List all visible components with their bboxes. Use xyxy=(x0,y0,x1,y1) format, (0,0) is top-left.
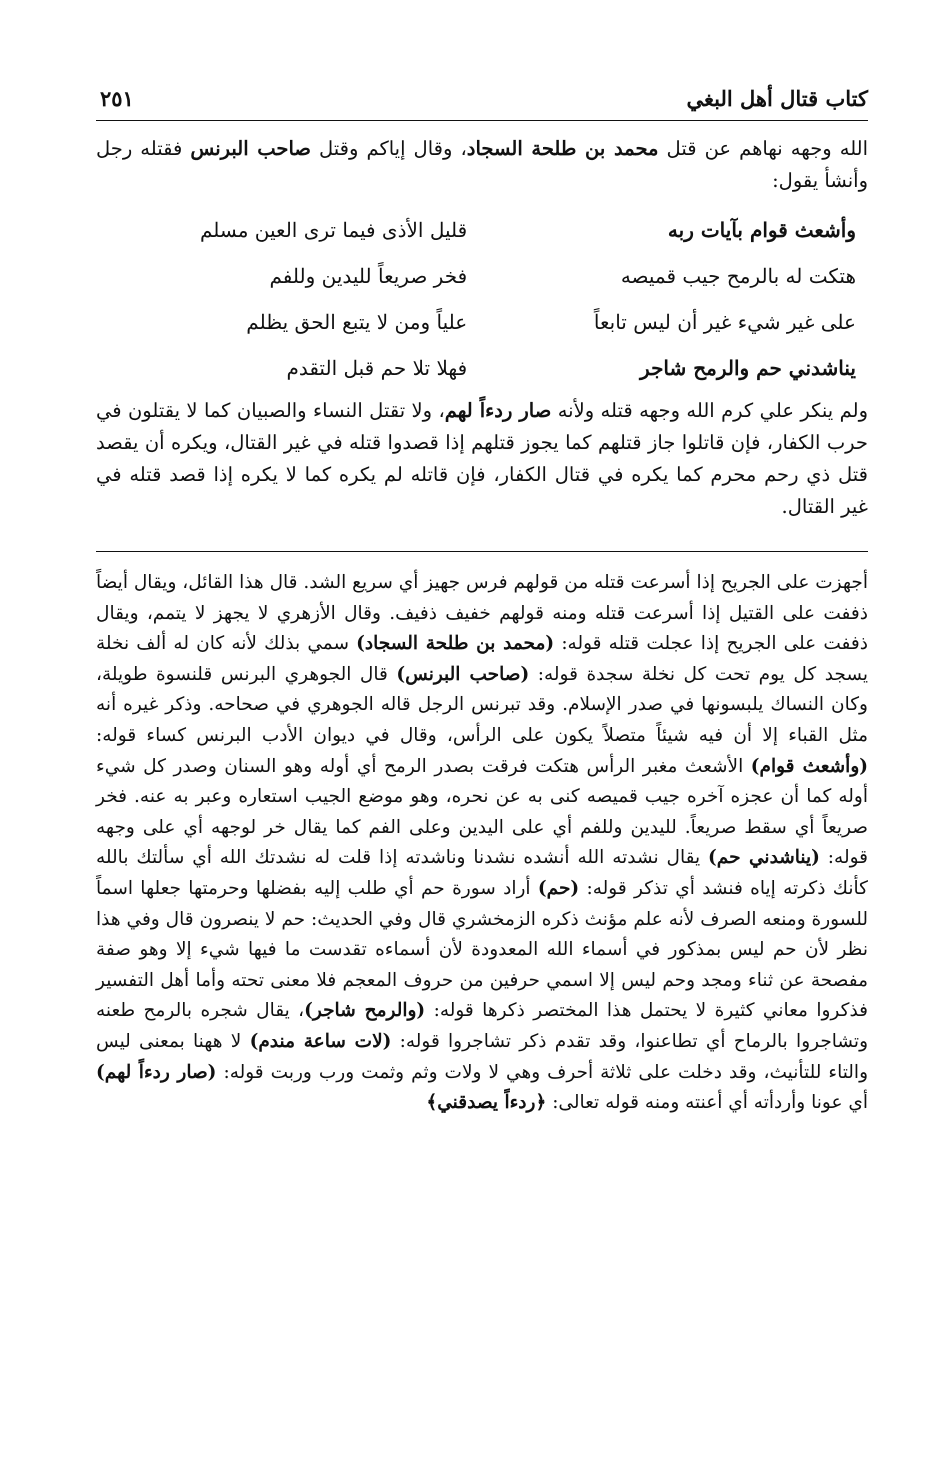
commentary-text: ، يقال شجره بالرمح طعنه وتشاجروا بالرماح أي تطاعنوا، وقد تقدم ذكر تشاجروا قوله: xyxy=(96,1000,868,1052)
verse-second-half: قليل الأذى فيما ترى العين مسلم xyxy=(199,218,468,242)
intro-paragraph xyxy=(96,133,868,197)
verse-first-half: يناشدني حم والرمح شاجر xyxy=(640,356,856,380)
book-page xyxy=(96,78,868,1119)
poem-verse xyxy=(136,345,856,391)
commentary-text: سمي بذلك لأنه كان له ألف نخلة يسجد كل يوم تحت كل نخلة سجدة قوله: xyxy=(96,633,869,685)
bold-term: (حم) xyxy=(537,877,580,899)
after-poem-paragraph xyxy=(96,395,868,523)
verse-first-half: وأشعث قوام بآيات ربه xyxy=(667,218,856,242)
poem-verse xyxy=(136,299,856,345)
bold-term: صار ردءاً لهم xyxy=(444,399,552,422)
poem-verse xyxy=(136,253,856,299)
body-text: ولم ينكر علي كرم الله وجهه قتله ولأنه xyxy=(551,399,868,422)
commentary-text: أراد سورة حم أي طلب إليه بفضلها وحرمتها جعلها اسماً للسورة ومنعه الصرف لأنه علم مؤنث ذكره الزمخشري قال وفي الحديث: حم لا ينصرون قال وفي هذا نظر لأن حم ليس بمذكور في أسماء الله المعدودة لأن أسماءه تقدست ما فيها شيء إلا وهو صفة مفصحة عن ثناء ومجد وحم ليس إلا اسمي حرفين من حروف المعجم فلا معنى تحته وأما أهل التفسير فذكروا معاني كثيرة لا يحتمل هذا المختصر ذكرها قوله: xyxy=(96,877,868,1022)
intro-text: الله وجهه نهاهم عن قتل xyxy=(658,137,869,160)
quran-quote: ﴿ردءاً يصدقني﴾ xyxy=(426,1092,547,1114)
bold-term: صاحب البرنس xyxy=(190,137,311,160)
commentary-text: الأشعث مغبر الرأس هتكت فرقت بصدر الرمح أي أوله وهو السنان وصدر كل شيء أوله كما أن عجزه آخره جيب قميصه كنى به عن نحره، وهو موضع الجيب استعاره وعبر به عنه. فخر صريعاً أي سقط صريعاً. لليدين وللفم أي على اليدين وعلى الفم كما يقال خر لوجهه أي على وجهه قوله: xyxy=(96,755,869,869)
commentary-text: أي عونا وأردأته أي أعنته ومنه قوله تعالى: xyxy=(546,1092,868,1114)
body-text: ، ولا تقتل النساء والصبيان كما لا يقتلون في حرب الكفار، فإن قاتلوا جاز قتلهم كما يجوز قتلهم إذا قصدوا قتله في غير القتال، ويكره أن يقصد قتل ذي رحم محرم كما يكره في قتال الكفار، فإن قاتله لم يكره كما لا يكره إذا قصد قتله في غير القتال. xyxy=(96,399,868,518)
intro-text: فقتله رجل وأنشأ يقول: xyxy=(96,137,868,192)
bold-term: (محمد بن طلحة السجاد) xyxy=(356,633,555,655)
verse-second-half: علياً ومن لا يتبع الحق يظلم xyxy=(246,310,468,334)
bold-term: (والرمح شاجر) xyxy=(304,1000,426,1022)
bold-term: (صار ردءاً لهم) xyxy=(96,1061,217,1083)
verse-first-half: هتكت له بالرمح جيب قميصه xyxy=(620,264,856,288)
bold-term: (لات ساعة مندم) xyxy=(249,1030,392,1052)
commentary-text: قال الجوهري البرنس قلنسوة طويلة، وكان النساك يلبسونها في صدر الإسلام. وقد تبرنس الرجل قاله الجوهري في صحاحه. وذكر غيره أنه مثل القباء إلا أن فيه شيئاً متصلاً يكون على الرأس، وقال في ديوان الأدب البرنس كساء قوله: xyxy=(96,663,868,746)
commentary-text: لا ههنا بمعنى ليس والتاء للتأنيث، وقد دخلت على ثلاثة أحرف وهي لا ولات وثم وثمت ورب وربت قوله: xyxy=(96,1030,868,1083)
verse-first-half: على غير شيء غير أن ليس تابعاً xyxy=(593,310,856,334)
page-header xyxy=(96,78,868,121)
verse-second-half: فهلا تلا حم قبل التقدم xyxy=(286,356,468,380)
running-title: كتاب قتال أهل البغي xyxy=(686,86,868,111)
bold-term: محمد بن طلحة السجاد xyxy=(466,137,659,160)
page-number: ٢٥١ xyxy=(100,86,134,111)
bold-term: (صاحب البرنس) xyxy=(396,663,530,685)
bold-term: (يناشدني حم) xyxy=(708,847,820,869)
commentary-text: أجهزت على الجريح إذا أسرعت قتله من قولهم فرس جهيز أي سريع الشد. قال هذا القائل، ويقال أيضاً ذففت على القتيل إذا أسرعت قتله ومنه قولهم خفيف ذفيف. وقال الأزهري لا يجهز لا يتمم، ويقال ذففت على الجريح إذا عجلت قتله قوله: xyxy=(96,572,868,655)
intro-text: ، وقال إياكم وقتل xyxy=(310,137,467,160)
bold-term: (وأشعث قوام) xyxy=(750,755,869,777)
poem xyxy=(96,207,868,391)
commentary-text: يقال نشدته الله أنشده نشدنا وناشدته إذا قلت له نشدتك الله أي سألتك بالله كأنك ذكرته إياه فنشد أي تذكر قوله: xyxy=(96,847,868,899)
commentary-paragraph xyxy=(96,568,868,1119)
verse-second-half: فخر صريعاً لليدين وللفم xyxy=(269,264,468,288)
poem-verse xyxy=(136,207,856,253)
footnote-divider xyxy=(96,551,868,552)
